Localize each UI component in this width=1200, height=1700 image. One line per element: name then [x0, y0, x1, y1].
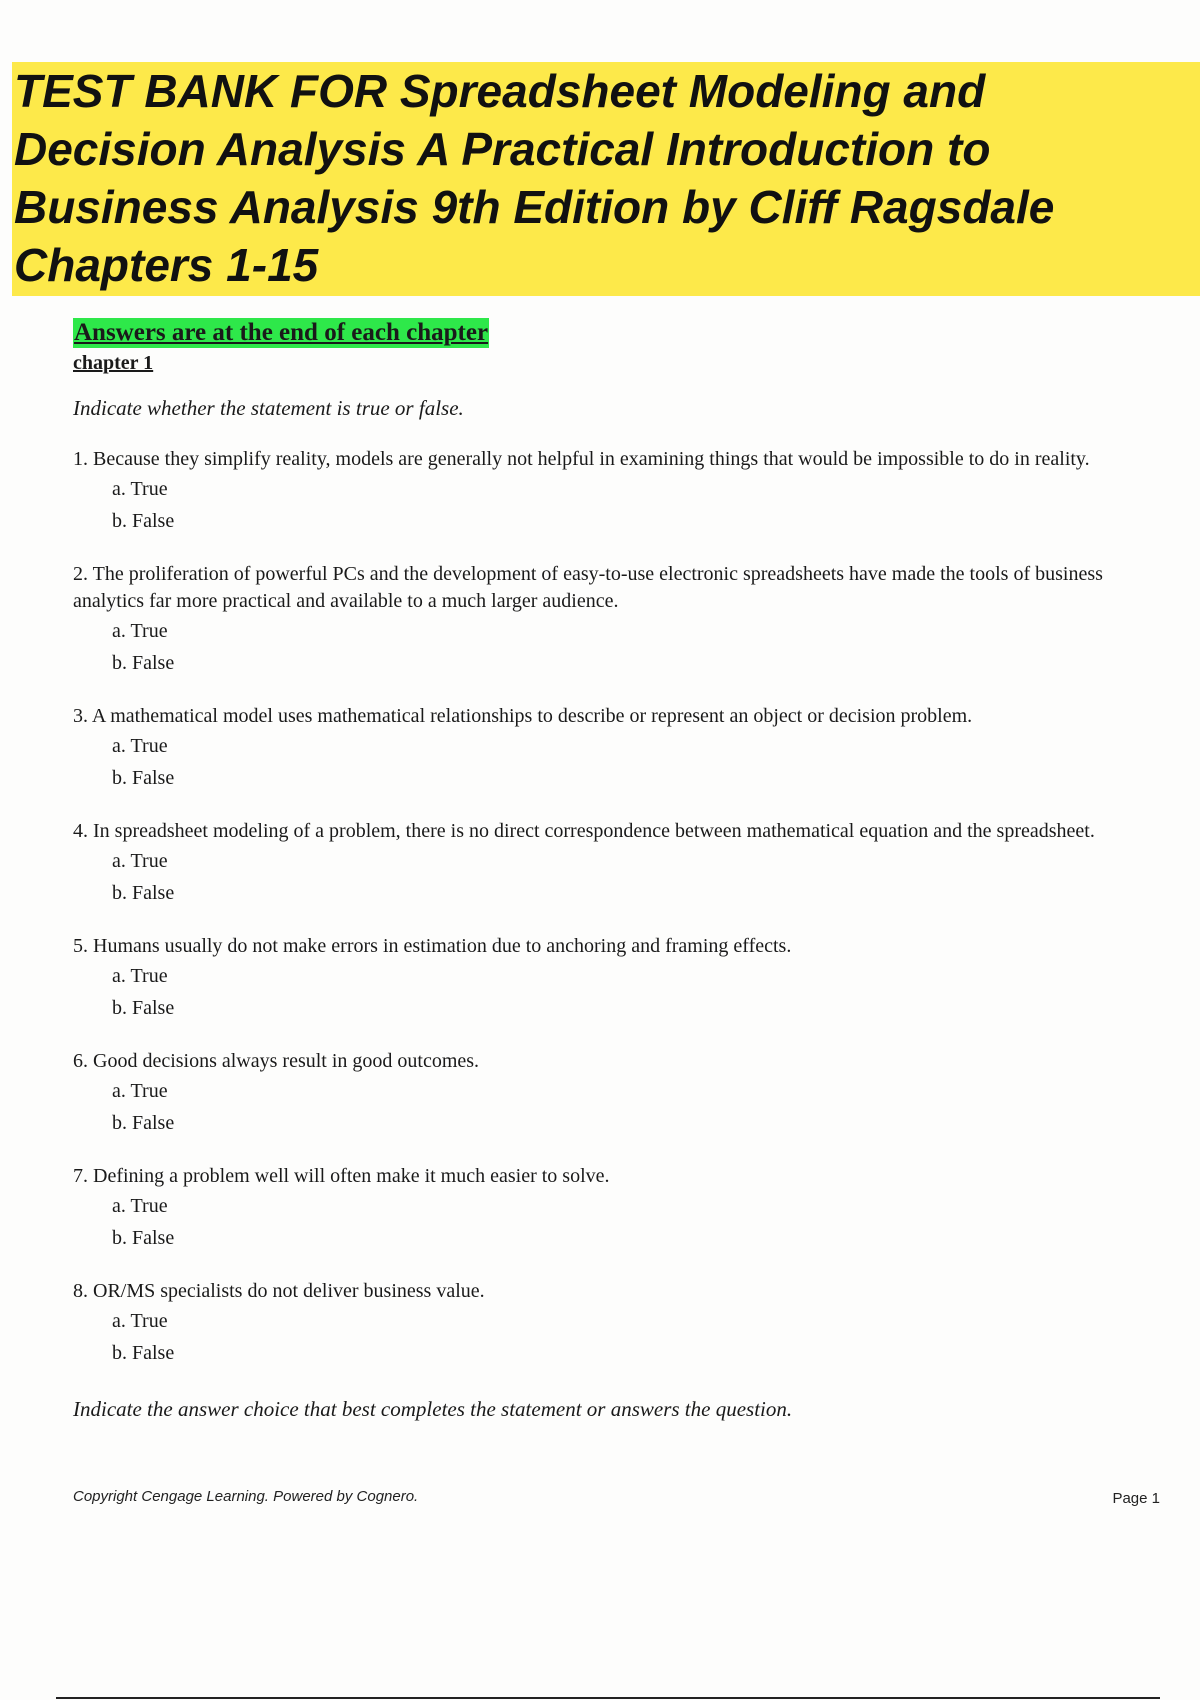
chapter-heading: chapter 1 — [73, 352, 154, 374]
option-false: b. False — [112, 510, 175, 532]
answers-banner: Answers are at the end of each chapter — [74, 319, 489, 346]
option-false: b. False — [112, 882, 175, 904]
option-false: b. False — [112, 767, 175, 789]
document-title: TEST BANK FOR Spreadsheet Modeling and Decision Analysis A Practical Introduction to Business Analysis 9th Edition by Cliff Ragsdale Chapters 1-15 — [14, 65, 1055, 291]
page-divider — [56, 1697, 1160, 1699]
option-true: a. True — [112, 1310, 168, 1332]
question — [73, 703, 1163, 794]
multiple-choice-instruction: Indicate the answer choice that best completes the statement or answers the question. — [73, 1397, 793, 1421]
option-true: a. True — [112, 478, 168, 500]
option-true: a. True — [112, 735, 168, 757]
question-text: 2. The proliferation of powerful PCs and the development of easy-to-use electronic spreadsheets have made the tools of business analytics far more practical and available to a much larger audience. — [73, 563, 1103, 612]
question-text: 5. Humans usually do not make errors in estimation due to anchoring and framing effects. — [73, 935, 792, 957]
option-false: b. False — [112, 1342, 175, 1364]
question — [73, 1048, 1163, 1139]
question — [73, 818, 1163, 909]
question-text: 7. Defining a problem well will often make it much easier to solve. — [73, 1165, 610, 1187]
option-true: a. True — [112, 850, 168, 872]
question-text: 3. A mathematical model uses mathematical relationships to describe or represent an object or decision problem. — [73, 705, 973, 727]
question — [73, 1278, 1163, 1369]
question-text: 6. Good decisions always result in good outcomes. — [73, 1050, 480, 1072]
question — [73, 446, 1163, 537]
question-text: 4. In spreadsheet modeling of a problem, there is no direct correspondence between mathematical equation and the spreadsheet. — [73, 820, 1095, 842]
page-number: Page 1 — [1112, 1490, 1160, 1507]
option-false: b. False — [112, 997, 175, 1019]
question-text: 8. OR/MS specialists do not deliver business value. — [73, 1280, 485, 1302]
option-false: b. False — [112, 652, 175, 674]
question — [73, 933, 1163, 1024]
option-true: a. True — [112, 620, 168, 642]
question — [73, 561, 1163, 679]
question — [73, 1163, 1163, 1254]
option-true: a. True — [112, 1195, 168, 1217]
option-true: a. True — [112, 1080, 168, 1102]
true-false-instruction: Indicate whether the statement is true or false. — [73, 396, 464, 420]
question-text: 1. Because they simplify reality, models are generally not helpful in examining things that would be impossible to do in reality. — [73, 448, 1090, 470]
option-false: b. False — [112, 1112, 175, 1134]
question-list — [73, 446, 1163, 1369]
copyright-notice: Copyright Cengage Learning. Powered by Cognero. — [73, 1488, 419, 1505]
option-false: b. False — [112, 1227, 175, 1249]
document-body — [73, 318, 1163, 1423]
option-true: a. True — [112, 965, 168, 987]
